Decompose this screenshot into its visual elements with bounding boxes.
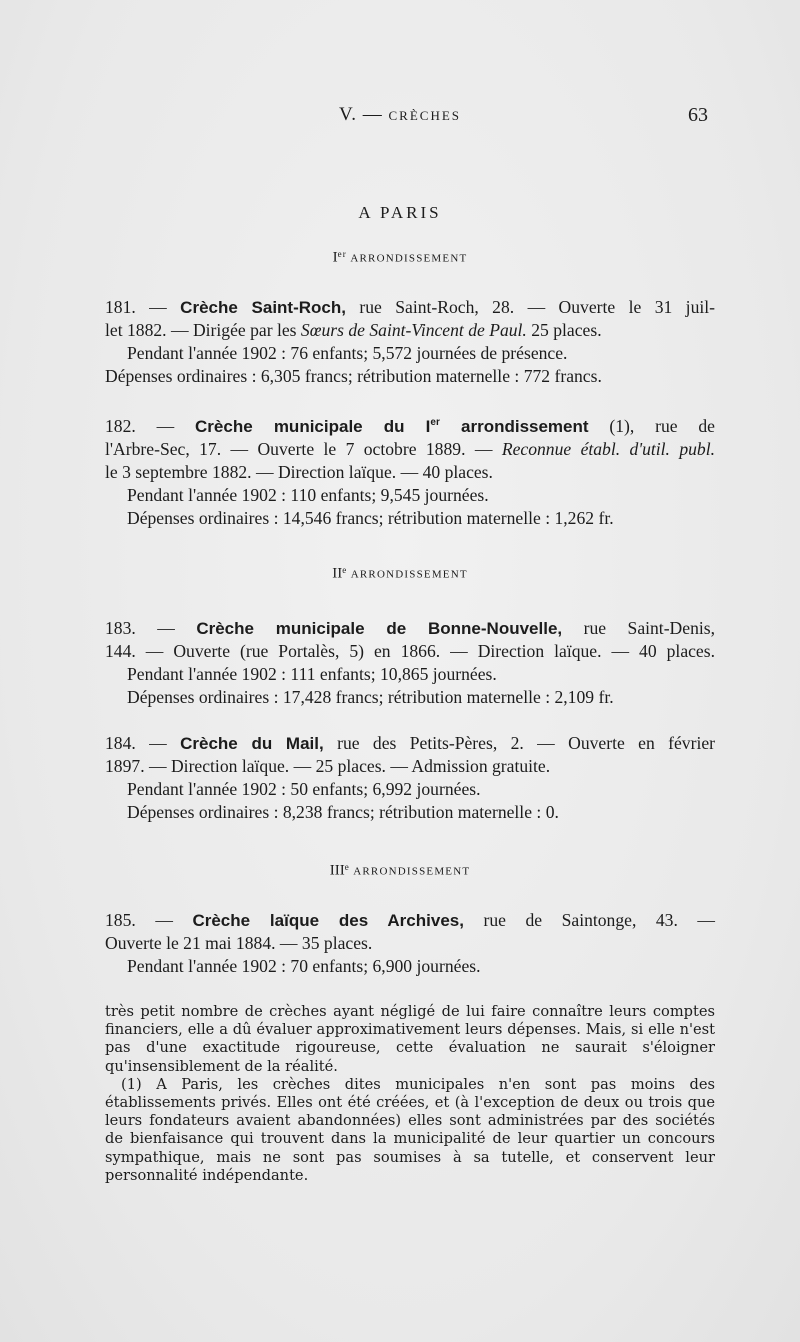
arr-roman: III — [329, 862, 345, 879]
arr-roman: I — [332, 249, 338, 266]
entry-text: rue de Saintonge, 43. — — [463, 910, 715, 930]
entry-line: Pendant l'année 1902 : 76 enfants; 5,572 journées de présence. — [127, 343, 568, 363]
running-header — [0, 104, 800, 132]
arr-sup: e — [344, 862, 350, 872]
entry-181 — [105, 296, 715, 388]
arr-sup: er — [337, 249, 348, 259]
entry-name-sup: er — [430, 417, 440, 428]
entry-name: Crèche laïque des Archives, — [192, 911, 464, 930]
entry-number: 183. — — [105, 618, 197, 638]
arr-label: ARRONDISSEMENT — [350, 252, 468, 265]
entry-line: Dépenses ordinaires : 8,238 francs; rétribution maternelle : 0. — [127, 802, 559, 822]
city-heading: A PARIS — [358, 203, 442, 222]
entry-line: Pendant l'année 1902 : 50 enfants; 6,992 journées. — [127, 779, 481, 799]
arr-label: ARRONDISSEMENT — [353, 865, 471, 878]
entry-line: Dépenses ordinaires : 17,428 francs; rétribution maternelle : 2,109 fr. — [127, 687, 614, 707]
entry-line: Pendant l'année 1902 : 110 enfants; 9,545 journées. — [127, 484, 489, 505]
footnotes — [105, 1003, 715, 1185]
entry-italic: Sœurs de Saint-Vincent de Paul. — [300, 320, 527, 340]
entry-text: 25 places. — [526, 320, 602, 340]
entry-number: 181. — — [105, 297, 181, 317]
entry-183 — [105, 617, 715, 709]
arrondissement-heading-1 — [0, 249, 800, 267]
arr-roman: II — [332, 565, 343, 582]
entry-line: le 3 septembre 1882. — Direction laïque. — 40 places. — [105, 461, 493, 482]
entry-line: 1897. — Direction laïque. — 25 places. — Admission gratuite. — [105, 756, 551, 776]
entry-line: Dépenses ordinaires : 14,546 francs; rétribution maternelle : 1,262 fr. — [127, 507, 614, 528]
entry-line: 144. — Ouverte (rue Portalès, 5) en 1866. — Direction laïque. — 40 places. — [105, 641, 715, 661]
entry-name: Crèche Saint-Roch, — [180, 298, 346, 317]
entry-line: Ouverte le 21 mai 1884. — 35 places. — [105, 933, 373, 953]
entry-text: (1), rue de — [588, 415, 715, 436]
footnote-1: (1) A Paris, les crèches dites municipales n'en sont pas moins des établissements privés. Elles ont été créées, et (à l'exception de deux ou trois que leurs fondateurs avaient abandonnées) elles sont administrées par des sociétés de bienfaisance qui trouvent dans la municipalité de leur quartier un concours sympathique, mais ne sont pas soumises à sa tutelle, et conservent leur personnalité indépendante. — [105, 1075, 715, 1184]
entry-number: 182. — — [105, 415, 196, 436]
entry-text: l'Arbre-Sec, 17. — Ouverte le 7 octobre 1889. — — [105, 438, 502, 459]
entry-182 — [105, 411, 715, 530]
entry-line: Pendant l'année 1902 : 70 enfants; 6,900 journées. — [127, 956, 481, 976]
entry-text: rue Saint-Denis, — [562, 618, 715, 638]
entry-italic: Reconnue établ. d'util. publ. — [501, 438, 715, 459]
arrondissement-heading-3 — [0, 862, 800, 880]
entry-name-end: arrondissement — [439, 416, 589, 436]
arrondissement-heading-2 — [0, 565, 800, 583]
entry-name: Crèche municipale de Bonne-Nouvelle, — [196, 619, 563, 638]
entry-number: 184. — — [105, 733, 181, 753]
arr-label: ARRONDISSEMENT — [350, 568, 468, 581]
entry-text: let 1882. — Dirigée par les — [105, 320, 301, 340]
entry-number: 185. — — [105, 910, 193, 930]
page-number: 63 — [688, 104, 708, 126]
entry-line: Dépenses ordinaires : 6,305 francs; rétribution maternelle : 772 francs. — [105, 366, 602, 386]
entry-name: Crèche municipale du I — [195, 416, 431, 436]
section-number: V. — — [338, 104, 389, 125]
entry-text: rue des Petits-Pères, 2. — Ouverte en février — [323, 733, 716, 753]
entry-184 — [105, 732, 715, 824]
arr-sup: e — [342, 565, 348, 575]
entry-text: rue Saint-Roch, 28. — Ouverte le 31 juil- — [345, 297, 716, 317]
entry-name: Crèche du Mail, — [180, 734, 324, 753]
entry-185 — [105, 909, 715, 978]
footnote-continuation: très petit nombre de crèches ayant négligé de lui faire connaître leurs comptes financiers, elle a dû évaluer approximativement leurs dépenses. Mais, si elle n'est pas d'une exactitude rigoureuse, cette évaluation ne saurait s'éloigner qu'insensiblement de la réalité. — [105, 1003, 715, 1075]
entry-line: Pendant l'année 1902 : 111 enfants; 10,865 journées. — [127, 664, 497, 684]
section-title: CRÈCHES — [388, 108, 462, 123]
running-title — [0, 104, 800, 126]
